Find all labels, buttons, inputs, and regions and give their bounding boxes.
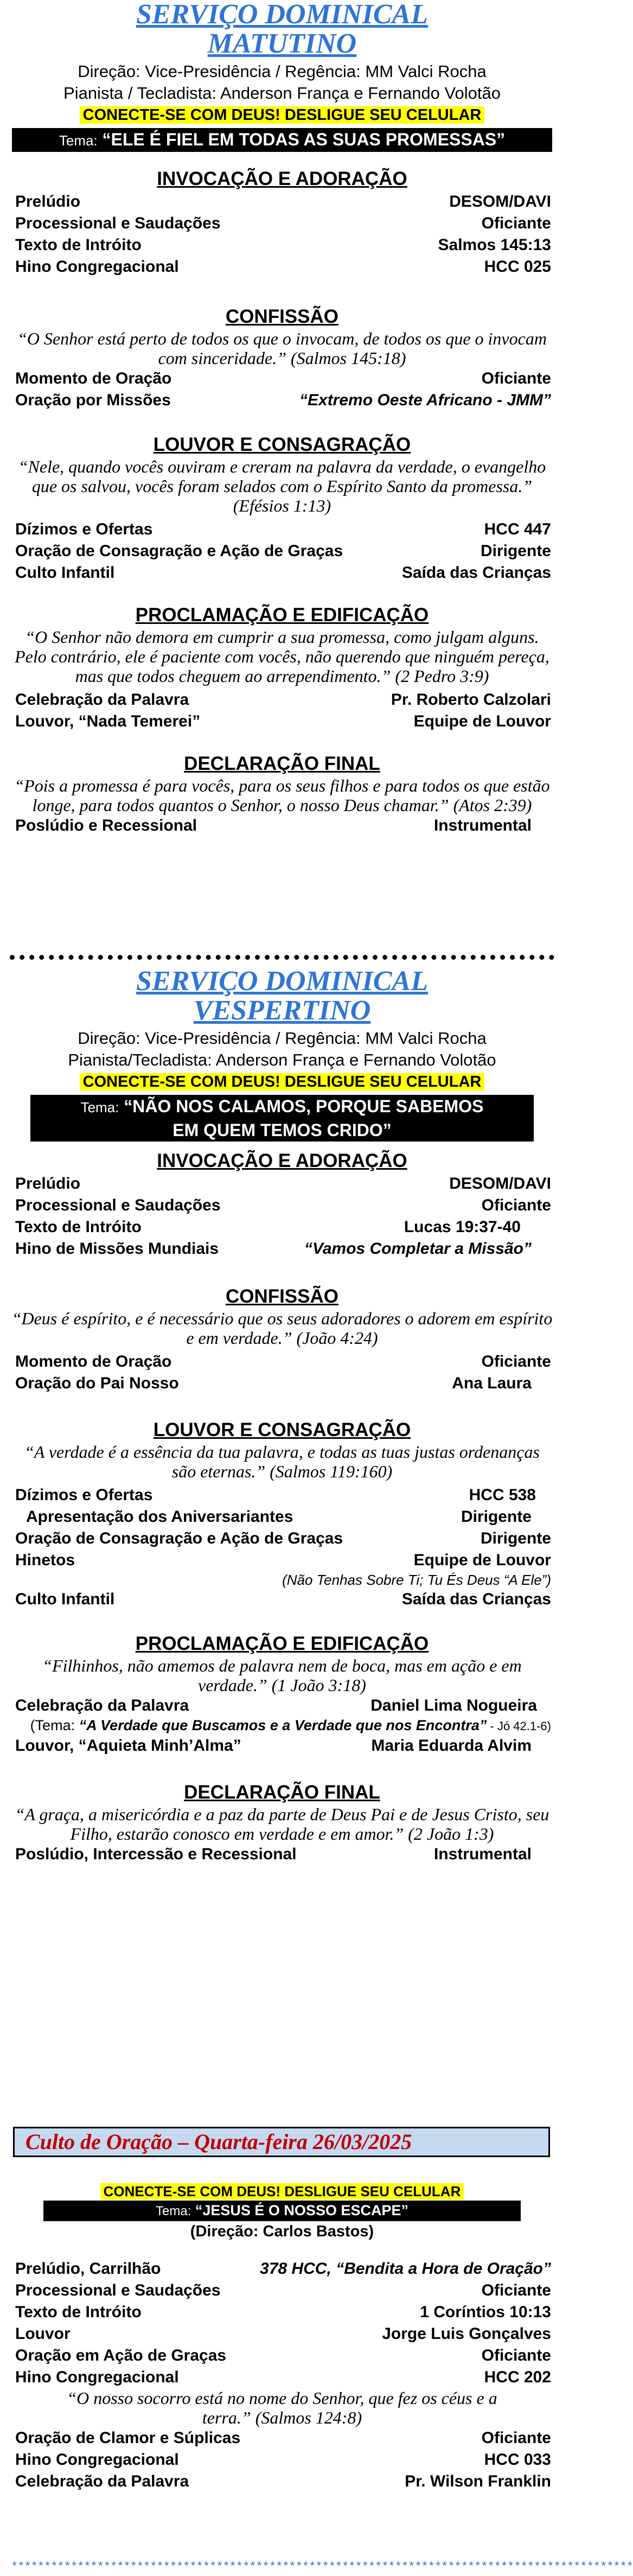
vespertino-pianist: Pianista/Tecladista: Anderson França e Fernando Volotão xyxy=(68,1050,496,1069)
matutino-invocacao-heading: INVOCAÇÃO E ADORAÇÃO xyxy=(157,168,407,189)
matutino-louvor-verse: “Nele, quando vocês ouviram e creram na palavra da verdade, o evangelho que os salvou, vocês foram selados com o Espírito Santo da promessa.” (Efésios 1:13) xyxy=(18,457,546,515)
oracao-row xyxy=(0,2449,564,2471)
row-left: Apresentação dos Aniversariantes xyxy=(26,1508,293,1526)
oracao-section xyxy=(0,2182,564,2492)
row-left: Hino de Missões Mundiais xyxy=(15,1240,219,1258)
oracao-banner-text: Culto de Oração – Quarta-feira 26/03/2025 xyxy=(25,2129,412,2154)
row-left: Dízimos e Ofertas xyxy=(15,1486,153,1504)
matutino-row xyxy=(0,213,564,234)
row-left: Dízimos e Ofertas xyxy=(15,520,153,538)
row-right: HCC 447 xyxy=(484,520,551,538)
vespertino-row xyxy=(0,1528,564,1550)
row-right: Dirigente xyxy=(480,542,551,560)
row-right: Ana Laura xyxy=(452,1374,532,1392)
row-right: Saída das Crianças xyxy=(401,1590,551,1608)
row-right: Oficiante xyxy=(481,2429,551,2447)
row-right: Oficiante xyxy=(481,214,551,232)
vespertino-row xyxy=(0,1589,564,1610)
matutino-row xyxy=(0,519,564,540)
row-left: Hino Congregacional xyxy=(15,2368,179,2386)
matutino-row xyxy=(0,540,564,562)
vespertino-proclamacao-heading: PROCLAMAÇÃO E EDIFICAÇÃO xyxy=(135,1633,429,1654)
row-left: Oração em Ação de Graças xyxy=(15,2347,227,2364)
vespertino-hinetos-note: (Não Tenhas Sobre Ti; Tu És Deus “A Ele”) xyxy=(282,1572,551,1588)
row-right: 378 HCC, “Bendita a Hora de Oração” xyxy=(260,2260,551,2278)
vespertino-row xyxy=(0,1550,564,1571)
oracao-theme: “JESUS É O NOSSO ESCAPE” xyxy=(195,2202,408,2218)
matutino-notice xyxy=(0,104,564,126)
matutino-confissao-heading: CONFISSÃO xyxy=(225,306,339,327)
row-right: HCC 033 xyxy=(484,2451,551,2469)
row-left: Processional e Saudações xyxy=(15,1196,221,1214)
row-left: Momento de Oração xyxy=(15,369,172,387)
row-right: Instrumental xyxy=(433,817,532,834)
row-left: Louvor, “Aquieta Minh’Alma” xyxy=(15,1737,241,1755)
vespertino-section xyxy=(0,967,564,1865)
matutino-row xyxy=(0,191,564,213)
row-left: Momento de Oração xyxy=(15,1353,172,1370)
row-right: Lucas 19:37-40 xyxy=(404,1218,521,1236)
vespertino-row xyxy=(0,1195,564,1216)
row-right: Pr. Wilson Franklin xyxy=(405,2472,551,2490)
matutino-row xyxy=(0,711,564,732)
row-left: Poslúdio e Recessional xyxy=(15,817,197,834)
matutino-title-line2: MATUTINO xyxy=(207,28,357,59)
star-divider: ********************************************************************************************** xyxy=(11,2560,633,2574)
row-left: Celebração da Palavra xyxy=(15,691,189,709)
vespertino-louvor-verse: “A verdade é a essência da tua palavra, e todas as tuas justas ordenanças são eternas.” (Salmos 119:160) xyxy=(24,1442,540,1481)
vespertino-theme-label: Tema: xyxy=(80,1099,119,1115)
vespertino-row xyxy=(0,1351,564,1373)
vespertino-row xyxy=(0,1484,564,1506)
oracao-banner xyxy=(13,2127,550,2157)
matutino-notice-text: CONECTE-SE COM DEUS! DESLIGUE SEU CELULAR xyxy=(80,106,485,124)
vespertino-row xyxy=(0,1238,564,1260)
vespertino-row xyxy=(0,1216,564,1238)
matutino-louvor-heading: LOUVOR E CONSAGRAÇÃO xyxy=(153,434,411,455)
row-left: Culto Infantil xyxy=(15,564,115,582)
oracao-row xyxy=(0,2427,564,2449)
oracao-row xyxy=(0,2345,564,2367)
row-left: Oração de Consagração e Ação de Graças xyxy=(15,542,343,560)
oracao-row xyxy=(0,2258,564,2280)
row-right: HCC 202 xyxy=(484,2368,551,2386)
row-left: Prelúdio xyxy=(15,193,81,211)
row-right: Jorge Luis Gonçalves xyxy=(382,2325,551,2343)
row-left: Processional e Saudações xyxy=(15,2281,221,2299)
row-right: HCC 025 xyxy=(484,258,551,276)
vespertino-theme-line2: EM QUEM TEMOS CRIDO” xyxy=(172,1120,392,1140)
sermon-theme-text: “A Verdade que Buscamos e a Verdade que nos Encontra” xyxy=(79,1717,487,1733)
row-left: Oração do Pai Nosso xyxy=(15,1374,179,1392)
matutino-direction: Direção: Vice-Presidência / Regência: MM Valci Rocha xyxy=(78,62,487,81)
vespertino-theme-line1 xyxy=(30,1095,534,1119)
row-right: Equipe de Louvor xyxy=(413,1551,551,1569)
row-left: Texto de Intróito xyxy=(15,236,142,254)
oracao-theme-label: Tema: xyxy=(156,2204,191,2218)
matutino-final-verse: “Pois a promessa é para vocês, para os seus filhos e para todos os que estão longe, para todos quantos o Senhor, o nosso Deus chamar.” (Atos 2:39) xyxy=(14,776,550,815)
matutino-row xyxy=(0,562,564,584)
vespertino-final-heading: DECLARAÇÃO FINAL xyxy=(184,1782,380,1803)
oracao-direction: (Direção: Carlos Bastos) xyxy=(190,2223,374,2240)
vespertino-invocacao-heading: INVOCAÇÃO E ADORAÇÃO xyxy=(157,1150,407,1171)
row-left: Louvor xyxy=(15,2325,71,2343)
vespertino-notice xyxy=(0,1071,564,1093)
row-left: Poslúdio, Intercessão e Recessional xyxy=(15,1845,297,1863)
sermon-theme-suffix: - Jó 42.1-6) xyxy=(487,1719,551,1733)
row-left: Hino Congregacional xyxy=(15,2451,179,2469)
matutino-theme-label: Tema: xyxy=(59,132,98,149)
vespertino-theme-text1: “NÃO NOS CALAMOS, PORQUE SABEMOS xyxy=(124,1096,484,1116)
matutino-theme-bar xyxy=(12,128,552,152)
row-left: Oração por Missões xyxy=(15,391,171,409)
row-right: Instrumental xyxy=(433,1845,532,1863)
row-right: Oficiante xyxy=(481,2347,551,2364)
vespertino-row xyxy=(0,1844,564,1865)
row-left: Oração de Consagração e Ação de Graças xyxy=(15,1529,343,1547)
vespertino-title-line2: VESPERTINO xyxy=(193,995,371,1026)
dotted-divider xyxy=(10,955,554,965)
row-right: Pr. Roberto Calzolari xyxy=(391,691,551,709)
vespertino-proclamacao-verse: “Filhinhos, não amemos de palavra nem de boca, mas em ação e em verdade.” (1 João 3:18) xyxy=(42,1656,522,1695)
matutino-proclamacao-verse: “O Senhor não demora em cumprir a sua promessa, como julgam alguns. Pelo contrário, ele é paciente com vocês, não querendo que ninguém pereça, mas que todos cheguem ao arrependimento.” (2 Pedro 3:9) xyxy=(15,627,549,686)
vespertino-final-verse: “A graça, a misericórdia e a paz da parte de Deus Pai e de Jesus Cristo, seu Filho, estarão conosco em verdade e em amor.” (2 João 1:3) xyxy=(15,1805,549,1844)
matutino-row xyxy=(0,390,564,411)
row-right: Oficiante xyxy=(481,369,551,387)
row-left: Prelúdio, Carrilhão xyxy=(15,2260,161,2278)
row-right: Maria Eduarda Alvim xyxy=(371,1737,532,1755)
row-right: Oficiante xyxy=(481,1196,551,1214)
row-right: Dirigente xyxy=(480,1529,551,1547)
sermon-theme-prefix: (Tema: xyxy=(30,1717,79,1733)
matutino-final-heading: DECLARAÇÃO FINAL xyxy=(184,753,380,774)
vespertino-row xyxy=(0,1373,564,1394)
row-left: Processional e Saudações xyxy=(15,214,221,232)
vespertino-row xyxy=(0,1173,564,1195)
row-right: Oficiante xyxy=(481,1353,551,1370)
row-right: Saída das Crianças xyxy=(401,564,551,582)
row-right: 1 Coríntios 10:13 xyxy=(420,2303,551,2321)
row-right: “Extremo Oeste Africano - JMM” xyxy=(299,391,551,409)
matutino-theme: “ELE É FIEL EM TODAS AS SUAS PROMESSAS” xyxy=(102,130,506,149)
matutino-pianist: Pianista / Tecladista: Anderson França e Fernando Volotão xyxy=(63,84,501,103)
oracao-row xyxy=(0,2367,564,2388)
vespertino-sermon-theme xyxy=(0,1717,564,1735)
oracao-notice-text: CONECTE-SE COM DEUS! DESLIGUE SEU CELULAR xyxy=(100,2183,464,2199)
row-left: Celebração da Palavra xyxy=(15,1697,189,1714)
row-right: “Vamos Completar a Missão” xyxy=(304,1240,532,1258)
vespertino-row xyxy=(0,1695,564,1717)
row-right: Daniel Lima Nogueira xyxy=(370,1697,537,1714)
vespertino-confissao-heading: CONFISSÃO xyxy=(225,1286,339,1307)
row-right: Dirigente xyxy=(461,1508,532,1526)
matutino-row xyxy=(0,368,564,390)
row-right: DESOM/DAVI xyxy=(449,1175,551,1193)
oracao-row xyxy=(0,2471,564,2492)
row-right: Salmos 145:13 xyxy=(438,236,551,254)
matutino-title-line1: SERVIÇO DOMINICAL xyxy=(136,0,428,30)
vespertino-confissao-verse: “Deus é espírito, e é necessário que os seus adoradores o adorem em espírito e em verdade.” (João 4:24) xyxy=(11,1309,553,1348)
matutino-confissao-verse: “O Senhor está perto de todos os que o invocam, de todos os que o invocam com sinceridade.” (Salmos 145:18) xyxy=(17,329,547,368)
row-left: Texto de Intróito xyxy=(15,2303,142,2321)
vespertino-title-line1: SERVIÇO DOMINICAL xyxy=(136,966,428,997)
oracao-notice xyxy=(0,2182,564,2201)
row-left: Celebração da Palavra xyxy=(15,2472,189,2490)
matutino-row xyxy=(0,689,564,711)
row-right: Equipe de Louvor xyxy=(413,712,551,730)
oracao-verse: “O nosso socorro está no nome do Senhor, que fez os céus e a terra.” (Salmos 124:8) xyxy=(67,2388,497,2427)
matutino-row xyxy=(0,256,564,278)
matutino-section xyxy=(0,0,564,837)
vespertino-notice-text: CONECTE-SE COM DEUS! DESLIGUE SEU CELULAR xyxy=(80,1073,485,1091)
row-right: DESOM/DAVI xyxy=(449,193,551,211)
row-left: Prelúdio xyxy=(15,1175,81,1193)
row-left: Hino Congregacional xyxy=(15,258,179,276)
oracao-row xyxy=(0,2301,564,2323)
row-right: HCC 538 xyxy=(469,1486,536,1504)
row-left: Culto Infantil xyxy=(15,1590,115,1608)
row-left: Texto de Intróito xyxy=(15,1218,142,1236)
matutino-row xyxy=(0,815,564,837)
matutino-row xyxy=(0,234,564,256)
row-left: Hinetos xyxy=(15,1551,75,1569)
row-right: Oficiante xyxy=(481,2281,551,2299)
oracao-theme-bar xyxy=(43,2201,521,2221)
oracao-row xyxy=(0,2280,564,2301)
vespertino-theme-bar xyxy=(30,1095,534,1142)
vespertino-row xyxy=(0,1735,564,1757)
row-left: Louvor, “Nada Temerei” xyxy=(15,712,201,730)
vespertino-direction: Direção: Vice-Presidência / Regência: MM Valci Rocha xyxy=(78,1029,487,1048)
vespertino-row xyxy=(0,1506,564,1528)
vespertino-louvor-heading: LOUVOR E CONSAGRAÇÃO xyxy=(153,1419,411,1440)
oracao-row xyxy=(0,2323,564,2345)
matutino-proclamacao-heading: PROCLAMAÇÃO E EDIFICAÇÃO xyxy=(135,604,429,626)
row-left: Oração de Clamor e Súplicas xyxy=(15,2429,241,2447)
